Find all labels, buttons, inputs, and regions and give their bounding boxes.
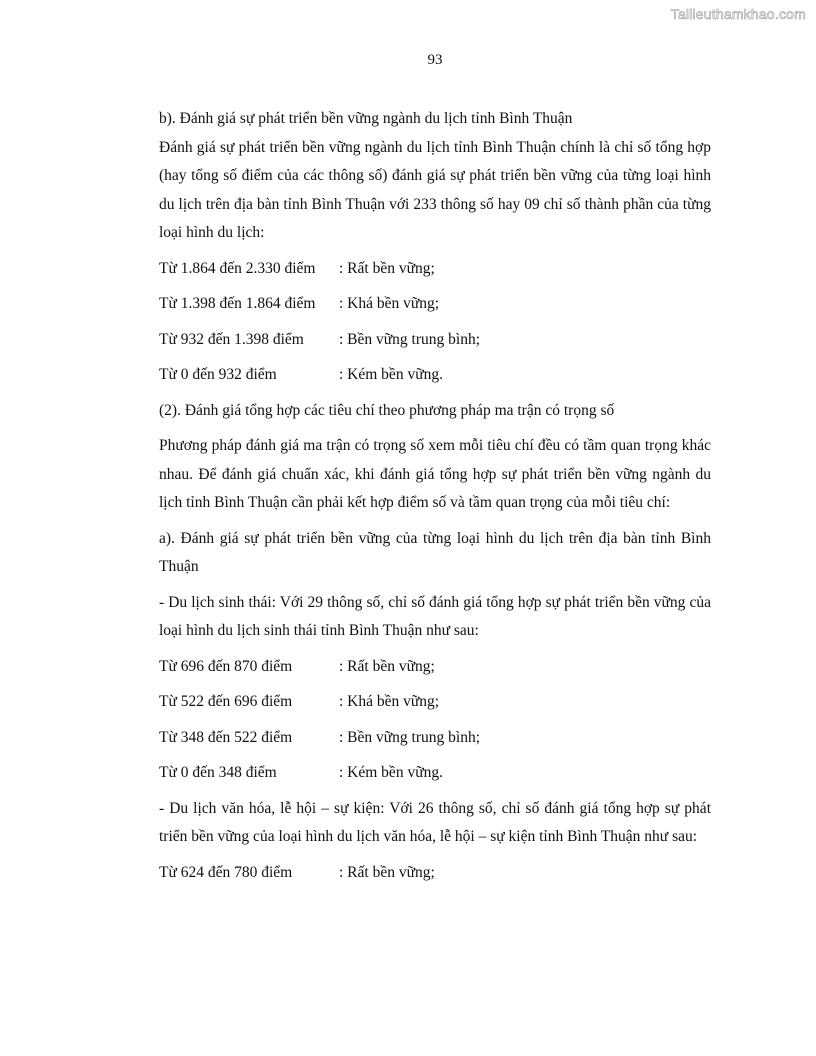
scale-row [159,859,711,888]
section-b-paragraph: Đánh giá sự phát triển bền vững ngành du lịch tỉnh Bình Thuận chính là chỉ số tổng hợp (hay tổng số điểm của các thông số) đánh giá sự phát triển bền vững của từng loại hình du lịch trên địa bàn tỉnh Bình Thuận với 233 thông số hay 09 chỉ số thành phần của từng loại hình du lịch: [159,138,711,241]
scale-range: Từ 624 đến 780 điểm [159,863,293,881]
document-body [159,105,711,887]
scale-range: Từ 348 đến 522 điểm [159,728,293,746]
scale-range: Từ 1.398 đến 1.864 điểm [159,295,316,312]
scale-overall [159,255,711,390]
page-number: 93 [427,52,443,68]
scale-range: Từ 932 đến 1.398 điểm [159,330,304,348]
scale-label: : Rất bền vững; [339,259,435,277]
scale-range: Từ 522 đến 696 điểm [159,693,293,710]
culture-tourism-paragraph: - Du lịch văn hóa, lễ hội – sự kiện: Với 26 thông số, chỉ số đánh giá tổng hợp sự phát triển bền vững của loại hình du lịch văn hóa, lễ hội – sự kiện tỉnh Bình Thuận như sau: [159,799,711,845]
scale-row [159,326,711,355]
scale-label: : Kém bền vững. [339,764,443,781]
scale-eco [159,653,711,788]
watermark: Tailieuthamkhao.com [670,6,806,22]
scale-range: Từ 0 đến 932 điểm [159,366,277,383]
scale-row [159,653,711,682]
section-a-heading: a). Đánh giá sự phát triển bền vững của từng loại hình du lịch trên địa bàn tỉnh Bình Thuận [159,529,711,575]
scale-range: Từ 696 đến 870 điểm [159,657,293,675]
scale-row [159,255,711,284]
scale-row [159,361,711,390]
section-2-paragraph: Phương pháp đánh giá ma trận có trọng số xem mỗi tiêu chí đều có tầm quan trọng khác nhau. Để đánh giá chuẩn xác, khi đánh giá tổng hợp sự phát triển bền vững ngành du lịch tỉnh Bình Thuận cần phải kết hợp điểm số và tầm quan trọng của mỗi tiêu chí: [159,437,711,511]
scale-label: : Bền vững trung bình; [339,330,481,348]
scale-row [159,759,711,788]
scale-label: : Kém bền vững. [339,366,443,383]
scale-range: Từ 1.864 đến 2.330 điểm [159,259,316,277]
section-2-heading: (2). Đánh giá tổng hợp các tiêu chí theo phương pháp ma trận có trọng số [159,401,615,419]
scale-row [159,724,711,753]
scale-row [159,290,711,319]
eco-tourism-paragraph: - Du lịch sinh thái: Với 29 thông số, chỉ số đánh giá tổng hợp sự phát triển bền vững của loại hình du lịch sinh thái tỉnh Bình Thuận như sau: [159,593,711,639]
scale-label: : Rất bền vững; [339,863,435,881]
section-b-heading: b). Đánh giá sự phát triển bền vững ngành du lịch tỉnh Bình Thuận [159,110,573,127]
scale-range: Từ 0 đến 348 điểm [159,764,277,781]
scale-row [159,688,711,717]
scale-culture [159,859,711,888]
scale-label: : Khá bền vững; [339,693,440,710]
scale-label: : Bền vững trung bình; [339,728,481,746]
scale-label: : Khá bền vững; [339,295,440,312]
scale-label: : Rất bền vững; [339,657,435,675]
